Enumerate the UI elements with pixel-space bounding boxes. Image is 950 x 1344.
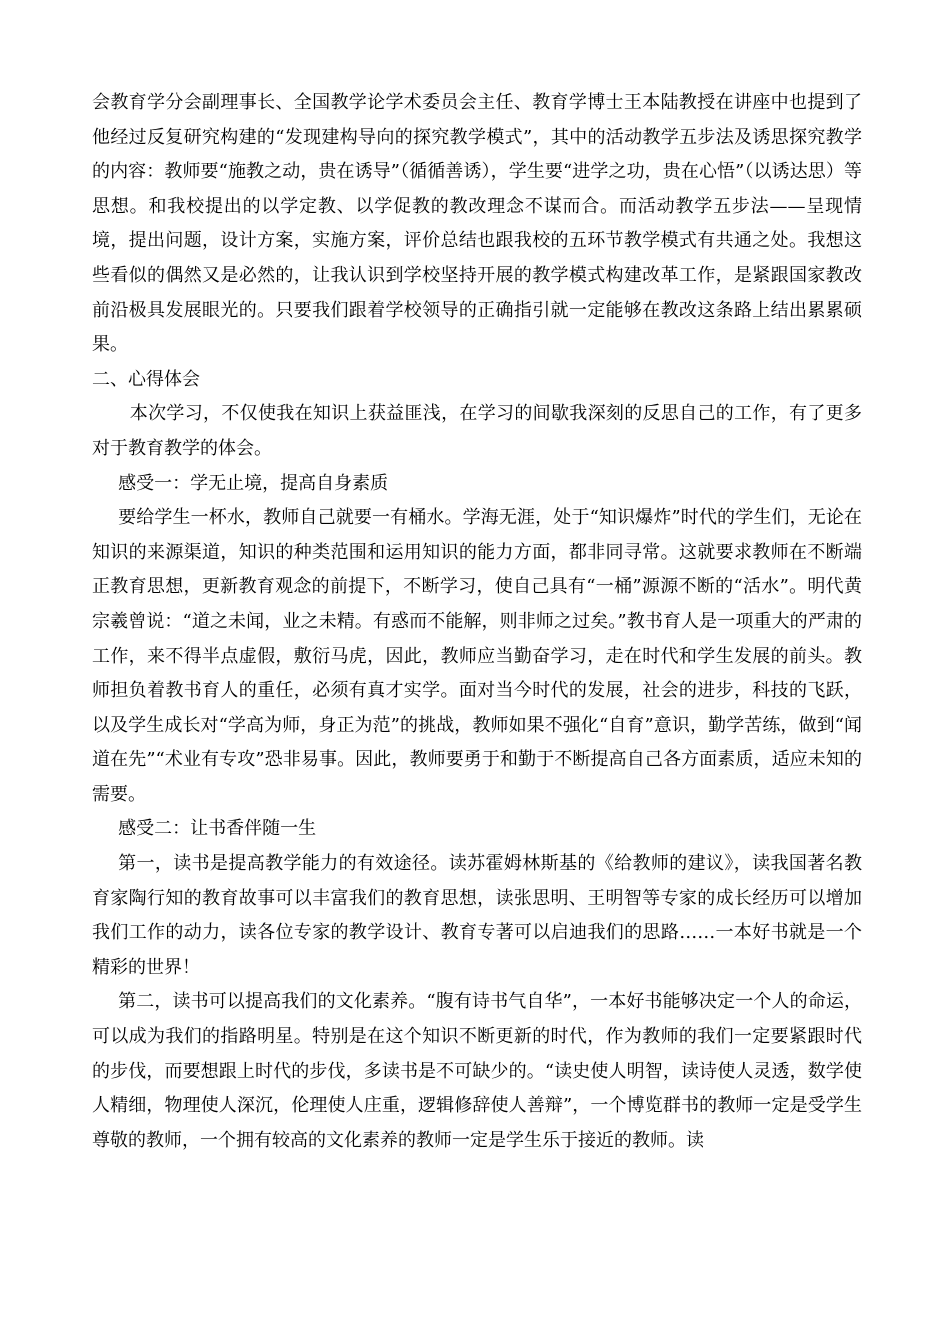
subheading-feeling-one: 感受一：学无止境，提高自身素质 — [118, 472, 389, 494]
paragraph-intro-reflections: 本次学习，不仅使我在知识上获益匪浅，在学习的间歇我深刻的反思自己的工作，有了更多对于教育教学的体会。 — [92, 403, 862, 459]
paragraph-reading-first: 第一，读书是提高教学能力的有效途径。读苏霍姆林斯基的《给教师的建议》，读我国著名教育家陶行知的教育故事可以丰富我们的教育思想，读张思明、王明智等专家的成长经历可以增加我们工作的动力，读各位专家的教学设计、教育专著可以启迪我们的思路……一本好书就是一个精彩的世界！ — [92, 853, 862, 978]
paragraph-lecture-summary: 会教育学分会副理事长、全国教学论学术委员会主任、教育学博士王本陆教授在讲座中也提到了他经过反复研究构建的“发现建构导向的探究教学模式”，其中的活动教学五步法及诱思探究教学的内容：教师要“施教之动，贵在诱导”（循循善诱），学生要“进学之功，贵在心悟”（以诱达思）等思想。和我校提出的以学定教、以学促教的教改理念不谋而合。而活动教学五步法——呈现情境，提出问题，设计方案，实施方案，评价总结也跟我校的五环节教学模式有共通之处。我想这些看似的偶然又是必然的，让我认识到学校坚持开展的教学模式构建改革工作，是紧跟国家教改前沿极具发展眼光的。只要我们跟着学校领导的正确指引就一定能够在教改这条路上结出累累硕果。 — [92, 92, 862, 356]
paragraph-lifelong-learning: 要给学生一杯水，教师自己就要一有桶水。学海无涯，处于“知识爆炸”时代的学生们，无论在知识的来源渠道，知识的种类范围和运用知识的能力方面，都非同寻常。这就要求教师在不断端正教育思想，更新教育观念的前提下，不断学习，使自己具有“一桶”源源不断的“活水”。明代黄宗羲曾说：“道之未闻，业之未精。有惑而不能解，则非师之过矣。”教书育人是一项重大的严肃的工作，来不得半点虚假，敷衍马虎，因此，教师应当勤奋学习，走在时代和学生发展的前头。教师担负着教书育人的重任，必须有真才实学。面对当今时代的发展，社会的进步，科技的飞跃，以及学生成长对“学高为师，身正为范”的挑战，教师如果不强化“自育”意识，勤学苦练，做到“闻道在先”“术业有专攻”恐非易事。因此，教师要勇于和勤于不断提高自己各方面素质，适应未知的需要。 — [92, 507, 862, 805]
document-page — [92, 86, 862, 1158]
section-heading-reflections: 二、心得体会 — [92, 368, 200, 390]
subheading-feeling-two: 感受二：让书香伴随一生 — [118, 818, 317, 840]
paragraph-reading-second: 第二，读书可以提高我们的文化素养。“腹有诗书气自华”，一本好书能够决定一个人的命运，可以成为我们的指路明星。特别是在这个知识不断更新的时代，作为教师的我们一定要紧跟时代的步伐，而要想跟上时代的步伐，多读书是不可缺少的。“读史使人明智，读诗使人灵透，数学使人精细，物理使人深沉，伦理使人庄重，逻辑修辞使人善辩”，一个博览群书的教师一定是受学生尊敬的教师，一个拥有较高的文化素养的教师一定是学生乐于接近的教师。读 — [92, 991, 862, 1151]
